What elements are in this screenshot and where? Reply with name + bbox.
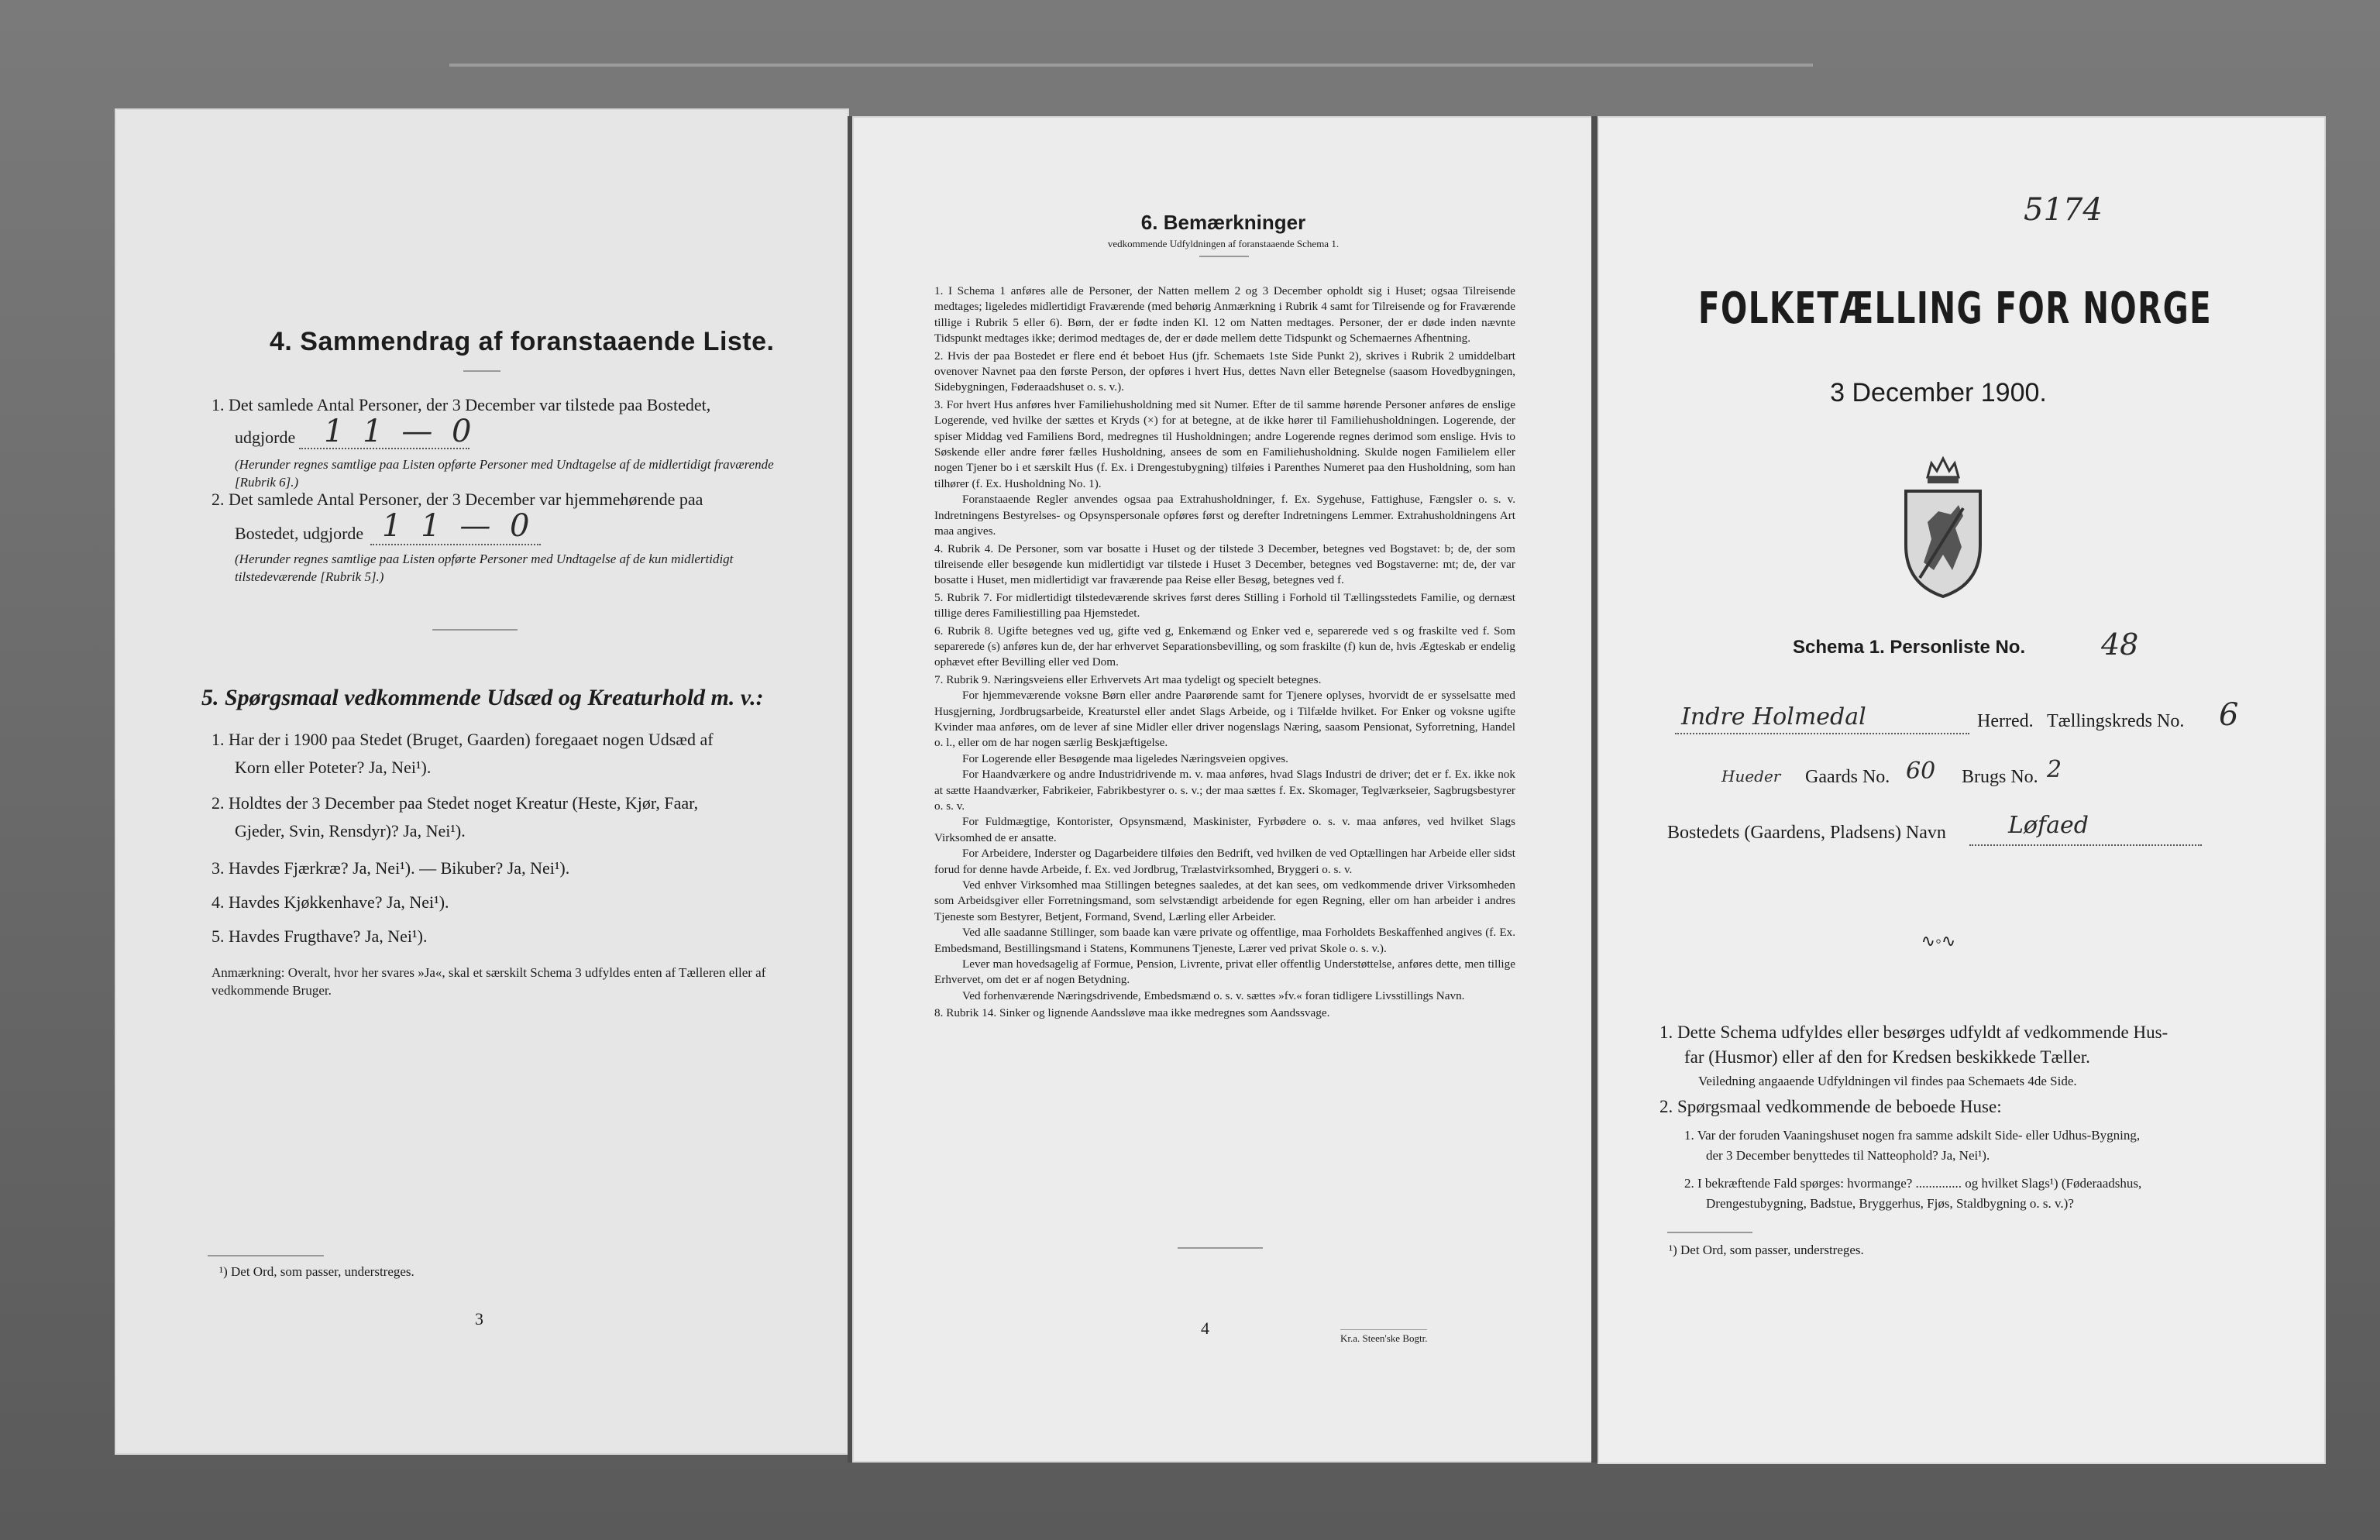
bosted-fill-line — [1969, 844, 2202, 846]
herred-value: Indre Holmedal — [1681, 703, 1866, 730]
personliste-number: 48 — [2101, 627, 2139, 662]
footnote-rule — [208, 1255, 324, 1256]
remark-7-p2: For Logerende eller Besøgende maa ligeledes Næringsveien opgives. — [962, 751, 1288, 765]
remarks-rule — [1199, 256, 1249, 257]
remark-8: 8. Rubrik 14. Sinker og lignende Aandssløve maa ikke medregnes som Aandssvage. — [934, 1006, 1330, 1020]
page-number: 4 — [1201, 1318, 1209, 1338]
kreds-label: Tællingskreds No. — [2047, 711, 2185, 731]
remark-4: 4. Rubrik 4. De Personer, som var bosatte i Huset og der tilstede 3 December, betegnes ved Bogstavet: b; de, der som tilreisende eller besøgende kun midlertidigt var tilstede i Huset 3 December, betegnes ved Bogstaverne: mt; de, der var bosatte i Huset, men midlertidigt var fraværende paa Reise eller Besøg, betegnes ved f. — [934, 541, 1515, 587]
remark-7-p8: Lever man hovedsagelig af Formue, Pension, Livrente, privat eller offentlig Understøttelse, anføres dette, men tillige Erhvervet, om det er af nogen Betydning. — [934, 957, 1515, 987]
item1-fill-line — [299, 448, 469, 449]
item1-handwritten-value: 1 1 — 0 — [324, 414, 476, 449]
cover-page — [1598, 116, 2326, 1464]
remark-7-p4: For Fuldmægtige, Kontorister, Opsynsmænd, Maskinister, Fyrbødere o. s. v. maa anføres, ved hvilket Slags Virksomhed de er ansatte. — [934, 815, 1515, 844]
remark-3: 3. For hvert Hus anføres hver Familiehusholdning med sit Numer. Efter de til samme hørende Personer anføres de enslige Logerende, ved hvilke der sættes et Kryds (×) for at betegne, at de ikke hører til Familiehusholdningen. Logerende, der spiser Middag ved Familiens Bord, medregnes til Husholdningen; andre Logerende regnes derimod som enslige. Hvis to Søskende eller andre fører fælles Husholdning, ansees de som en Familiehusholdning. Skulde nogen Familielem eller nogen Tjener bo i et særskilt Hus (f. Ex. i Drengestubygning) tilføies i Parenthes Numeret paa den Husholdning, som han tilhører (f. Ex. Husholdning No. 1). — [934, 397, 1515, 490]
printer-credit: Kr.a. Steen'ske Bogtr. — [1340, 1329, 1427, 1345]
section-separator — [432, 629, 518, 631]
page-number: 3 — [475, 1309, 483, 1329]
instruction-1a: 1. Dette Schema udfyldes eller besørges udfyldt af vedkommende Hus- — [1659, 1023, 2168, 1042]
schema-label: Schema 1. Personliste No. — [1793, 637, 2026, 658]
remark-7-p6: Ved enhver Virksomhed maa Stillingen betegnes saaledes, at det kan sees, om vedkommende driver Virksomheden som Arbeidsgiver eller Forretningsmand, som selvstændigt arbeidende for egen Regning, eller om han arbeider i andres Tjeneste som Bestyrer, Betjent, Formand, Svend, Lærling eller Arbeider. — [934, 878, 1515, 923]
cover-title: FOLKETÆLLING FOR NORGE — [1698, 284, 2213, 334]
gaards-prefix: Hueder — [1721, 767, 1781, 785]
remarks-end-rule — [1178, 1247, 1263, 1249]
footnote: ¹) Det Ord, som passer, understreges. — [219, 1264, 414, 1279]
cover-date: 3 December 1900. — [1830, 378, 2047, 407]
bosted-label: Bostedets (Gaardens, Pladsens) Navn — [1667, 823, 1946, 843]
remark-2: 2. Hvis der paa Bostedet er flere end ét beboet Hus (jfr. Schemaets 1ste Side Punkt 2), skrives i Rubrik 2 umiddelbart ovenover Navnet paa den første Person, der opføres i hvert Hus, dettes Navn eller Betegnelse (saasom Hovedbygningen, Sidebygningen, Føderaadshuset o. s. v.). — [934, 349, 1515, 394]
archive-number: 5174 — [2024, 192, 2103, 228]
remarks-subheading: vedkommende Udfyldningen af foranstaaende Schema 1. — [1107, 238, 1340, 249]
item1-line2: udgjorde — [235, 428, 296, 447]
remarks-heading: 6. Bemærkninger — [1140, 211, 1306, 234]
item2-handwritten-value: 1 1 — 0 — [382, 508, 535, 544]
item1-note: (Herunder regnes samtlige paa Listen opførte Personer med Undtagelse af de midlertidigt fraværende [Rubrik 6].) — [235, 457, 774, 490]
bosted-value: Løfaed — [2008, 812, 2089, 839]
remark-6: 6. Rubrik 8. Ugifte betegnes ved ug, gifte ved g, Enkemænd og Enker ved e, separerede ved s og fraskilte ved f. Som separerede (s) anføres kun de, der har erhvervet Separationsbevilling, og som fraskilte (f) kun de, hvis Ægteskab er endelig ophævet efter Bevilling eller ved Dom. — [934, 624, 1515, 669]
instruction-1c: Veiledning angaaende Udfyldningen vil findes paa Schemaets 4de Side. — [1698, 1074, 2077, 1088]
remark-7-p7: Ved alle saadanne Stillinger, som baade kan være private og offentlige, maa Forholdets Beskaffenhed angives (f. Ex. Embedsmand, Bestillingsmand i Statens, Kommunens Tjeneste, Lærer ved privat Skole o. s. v.). — [934, 926, 1515, 955]
remark-7: 7. Rubrik 9. Næringsveiens eller Erhvervets Art maa tydeligt og specielt betegnes. — [934, 672, 1322, 686]
gaards-value: 60 — [1906, 758, 1936, 785]
remark-5: 5. Rubrik 7. For midlertidigt tilstedeværende skrives først deres Stilling i Forhold til Tællingsstedets Familie, og dernæst tillige deres Familiestilling paa Hjemstedet. — [934, 590, 1515, 620]
instruction-2-2b: Drengestubygning, Badstue, Bryggerhus, Fjøs, Staldbygning o. s. v.)? — [1706, 1196, 2074, 1211]
cover-footnote: ¹) Det Ord, som passer, understreges. — [1669, 1243, 1864, 1257]
remark-7-p9: Ved forhenværende Næringsdrivende, Embedsmænd o. s. v. sættes »fv.« foran tidligere Livsstillings Navn. — [962, 988, 1465, 1002]
remark-7-p1: For hjemmeværende voksne Børn eller andre Paarørende samt for Tjenere oplyses, hvorvidt de er sysselsatte med Husgjerning, Jordbrugsarbeide, Kreaturstel eller andet Slags Arbeide, og i Tilfælde hvilket. For Enker og voksne ugifte Kvinder maa anføres, om de lever af sine Midler eller driver nogenslags Næring, saasom Pensionat, Syforretning, Handel o. l., eller om de har nogen særlig Beskjæftigelse. — [934, 689, 1515, 750]
gaards-label: Gaards No. — [1805, 767, 1890, 787]
question-4: 4. Havdes Kjøkkenhave? Ja, Nei¹). — [212, 892, 449, 912]
remark-7-p3: For Haandværkere og andre Industridrivende m. v. maa anføres, hvad Slags Industri de driver; det er f. Ex. ikke nok at sætte Haandværker, Fabrikeier, Fabrikbestyrer o. s. v.; der maa sættes f. Ex. Skomager, Teglværkseier, Sagbrugsbestyrer o. s. v. — [934, 768, 1515, 813]
remark-3-extra: Foranstaaende Regler anvendes ogsaa paa Extrahusholdninger, f. Ex. Sygehuse, Fattighuse, Fængsler o. s. v. Indretningens Bestyrelses- og Opsynspersonale opføres først og derefter Indretningens Lemmer. Extrahusholdningens Art maa angives. — [934, 493, 1515, 538]
question-2b: Gjeder, Svin, Rensdyr)? Ja, Nei¹). — [235, 821, 466, 840]
instruction-2-1a: 1. Var der foruden Vaaningshuset nogen fra samme adskilt Side- eller Udhus-Bygning, — [1684, 1128, 2141, 1143]
remarks-list — [934, 284, 1515, 1022]
instruction-2-2a: 2. I bekræftende Fald spørges: hvormange? .............. og hvilket Slags¹) (Føderaadshus, — [1684, 1176, 2142, 1191]
item2-note: (Herunder regnes samtlige paa Listen opførte Personer med Undtagelse af de kun midlertidigt tilstedeværende [Rubrik 5].) — [235, 552, 734, 584]
instruction-2: 2. Spørgsmaal vedkommende de beboede Huse: — [1659, 1097, 2002, 1116]
remark-7-p5: For Arbeidere, Inderster og Dagarbeidere tilføies den Bedrift, ved hvilken de ved Optællingen har Arbeide eller sidst forud for denne havde Arbeide, f. Ex. ved Jordbrug, Trælastvirksomhed, Bryggeri o. s. v. — [934, 847, 1515, 876]
item2-fill-line — [370, 544, 541, 545]
question-2a: 2. Holdtes der 3 December paa Stedet noget Kreatur (Heste, Kjør, Faar, — [212, 793, 699, 813]
item2-line1: 2. Det samlede Antal Personer, der 3 December var hjemmehørende paa — [212, 490, 703, 509]
brugs-value: 2 — [2047, 756, 2062, 783]
question-1b: Korn eller Poteter? Ja, Nei¹). — [235, 758, 432, 777]
herred-label: Herred. — [1977, 711, 2034, 731]
page-3 — [115, 108, 849, 1455]
instruction-2-1b: der 3 December benyttedes til Natteophold? Ja, Nei¹). — [1706, 1148, 1990, 1163]
norway-coat-of-arms-icon — [1889, 454, 1997, 601]
herred-fill-line — [1675, 733, 1969, 734]
kreds-value: 6 — [2219, 697, 2239, 733]
top-divider-line — [449, 64, 1813, 67]
annotation-note: Anmærkning: Overalt, hvor her svares »Ja«, skal et særskilt Schema 3 udfyldes enten af Tælleren eller af vedkommende Bruger. — [212, 965, 766, 998]
page-4 — [852, 116, 1594, 1463]
question-1a: 1. Har der i 1900 paa Stedet (Bruget, Gaarden) foregaaet nogen Udsæd af — [212, 730, 714, 749]
remark-1: 1. I Schema 1 anføres alle de Personer, der Natten mellem 2 og 3 December opholdt sig i Huset; ogsaa Tilreisende medtages; ligeledes midlertidigt Fraværende (med behørig Anmærkning i Rubrik 4 samt for Tilreisende og for Fraværende tillige i Rubrik 5 eller 6). Børn, der er fødte inden Kl. 12 om Natten medtages. Personer, der er døde inden nævnte Tidspunkt medtages ikke; derimod medtages de, der er døde mellem dette Tidspunkt og Schemaernes Afhentning. — [934, 284, 1515, 345]
question-5: 5. Havdes Frugthave? Ja, Nei¹). — [212, 926, 428, 946]
section-4-heading: 4. Sammendrag af foranstaaende Liste. — [270, 327, 775, 356]
brugs-label: Brugs No. — [1962, 767, 2038, 787]
item2-line2: Bostedet, udgjorde — [235, 524, 364, 543]
question-3: 3. Havdes Fjærkræ? Ja, Nei¹). — Bikuber? Ja, Nei¹). — [212, 858, 570, 878]
item1-line1: 1. Det samlede Antal Personer, der 3 December var tilstede paa Bostedet, — [212, 395, 711, 414]
ornament-divider: ∿◦∿ — [1921, 931, 1956, 950]
footnote-rule — [1667, 1232, 1752, 1233]
heading-rule — [463, 370, 500, 372]
section-5-heading: 5. Spørgsmaal vedkommende Udsæd og Kreaturhold m. v.: — [201, 685, 764, 710]
instruction-1b: far (Husmor) eller af den for Kredsen beskikkede Tæller. — [1684, 1047, 2090, 1067]
